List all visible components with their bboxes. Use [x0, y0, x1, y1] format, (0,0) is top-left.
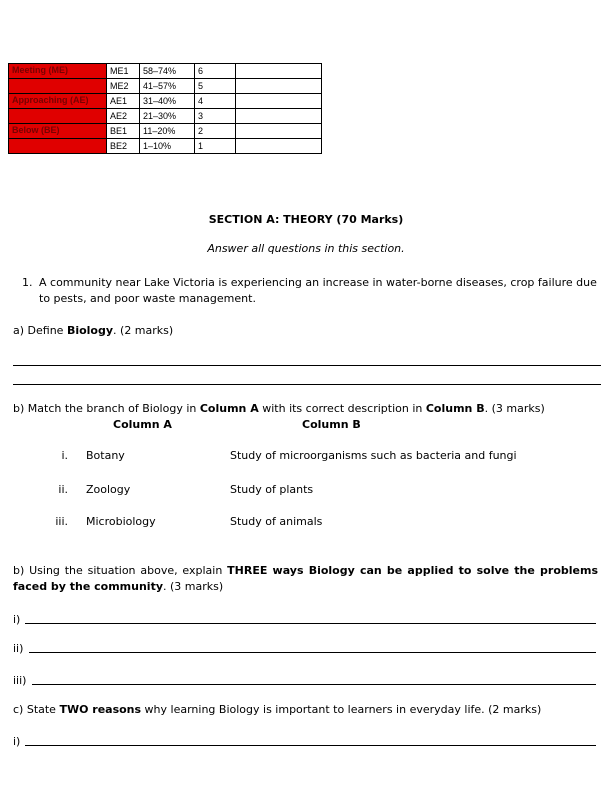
section-title: SECTION A: THEORY (70 Marks) — [208, 213, 404, 226]
question-b2-text: b) Using the situation above, explain — [13, 564, 228, 577]
table-row — [9, 109, 322, 124]
grade-range: 21–30% — [140, 109, 195, 124]
answer-label: iii) — [13, 674, 27, 687]
grade-range: 1–10% — [140, 139, 195, 154]
table-row — [9, 64, 322, 79]
answer-line[interactable] — [13, 384, 601, 385]
answer-label: ii) — [13, 642, 24, 655]
grade-range: 41–57% — [140, 79, 195, 94]
level-cell: Meeting (ME) — [9, 64, 107, 79]
grade-points: 5 — [195, 79, 236, 94]
grade-code: AE2 — [107, 109, 140, 124]
grade-blank — [236, 94, 322, 109]
grade-range: 11–20% — [140, 124, 195, 139]
answer-line[interactable] — [25, 745, 596, 746]
grade-code: ME2 — [107, 79, 140, 94]
grade-code: BE1 — [107, 124, 140, 139]
answer-line[interactable] — [32, 684, 596, 685]
question-b-keyword: Column A — [199, 402, 259, 415]
question-b-keyword: Column B — [425, 402, 485, 415]
match-description: Study of plants — [230, 483, 314, 496]
column-a-header: Column A — [113, 418, 172, 431]
match-row-number: iii. — [55, 515, 68, 528]
grade-blank — [236, 139, 322, 154]
question-b2-keyword: THREE ways Biology can be applied to solve the problems faced by the community — [13, 564, 598, 593]
grade-code: AE1 — [107, 94, 140, 109]
grade-blank — [236, 64, 322, 79]
question-b-marks: . (3 marks) — [484, 402, 545, 415]
match-branch: Zoology — [86, 483, 131, 496]
grade-blank — [236, 109, 322, 124]
grade-points: 3 — [195, 109, 236, 124]
grade-blank — [236, 124, 322, 139]
question-c-text: c) State — [13, 703, 60, 716]
match-description: Study of animals — [230, 515, 323, 528]
question-b-text: with its correct description in — [258, 402, 426, 415]
question-c — [13, 702, 541, 718]
match-branch: Microbiology — [86, 515, 156, 528]
grade-code: BE2 — [107, 139, 140, 154]
grade-table — [8, 63, 322, 154]
answer-line[interactable] — [29, 652, 596, 653]
grade-points: 2 — [195, 124, 236, 139]
answer-line[interactable] — [13, 365, 601, 366]
match-row-number: i. — [61, 449, 68, 462]
match-branch: Botany — [86, 449, 125, 462]
grade-code: ME1 — [107, 64, 140, 79]
question-a-text: a) Define — [13, 324, 67, 337]
question-number: 1. — [22, 276, 33, 289]
grade-points: 4 — [195, 94, 236, 109]
level-cell — [9, 109, 107, 124]
question-stem: A community near Lake Victoria is experiencing an increase in water-borne diseases, crop failure due to pests, and poor waste management. — [39, 276, 597, 305]
level-cell — [9, 139, 107, 154]
grade-range: 31–40% — [140, 94, 195, 109]
grade-points: 1 — [195, 139, 236, 154]
question-b2 — [13, 563, 598, 595]
match-row-number: ii. — [58, 483, 68, 496]
question-b — [13, 401, 545, 417]
grade-range: 58–74% — [140, 64, 195, 79]
table-row — [9, 139, 322, 154]
answer-line[interactable] — [25, 623, 596, 624]
answer-label: i) — [13, 735, 21, 748]
column-b-header: Column B — [302, 418, 361, 431]
grade-blank — [236, 79, 322, 94]
level-cell: Approaching (AE) — [9, 94, 107, 109]
table-row — [9, 124, 322, 139]
table-row — [9, 94, 322, 109]
question-a-keyword: Biology — [66, 324, 114, 337]
question-a — [13, 323, 173, 339]
question-c-text: why learning Biology is important to learners in everyday life. (2 marks) — [141, 703, 542, 716]
level-cell — [9, 79, 107, 94]
match-description: Study of microorganisms such as bacteria and fungi — [230, 449, 517, 462]
question-a-marks: . (2 marks) — [113, 324, 174, 337]
level-cell: Below (BE) — [9, 124, 107, 139]
question-c-keyword: TWO reasons — [59, 703, 142, 716]
grade-points: 6 — [195, 64, 236, 79]
question-b2-marks: . (3 marks) — [163, 580, 224, 593]
answer-label: i) — [13, 613, 21, 626]
section-instruction: Answer all questions in this section. — [207, 242, 405, 255]
table-row — [9, 79, 322, 94]
question-b-text: b) Match the branch of Biology in — [13, 402, 200, 415]
